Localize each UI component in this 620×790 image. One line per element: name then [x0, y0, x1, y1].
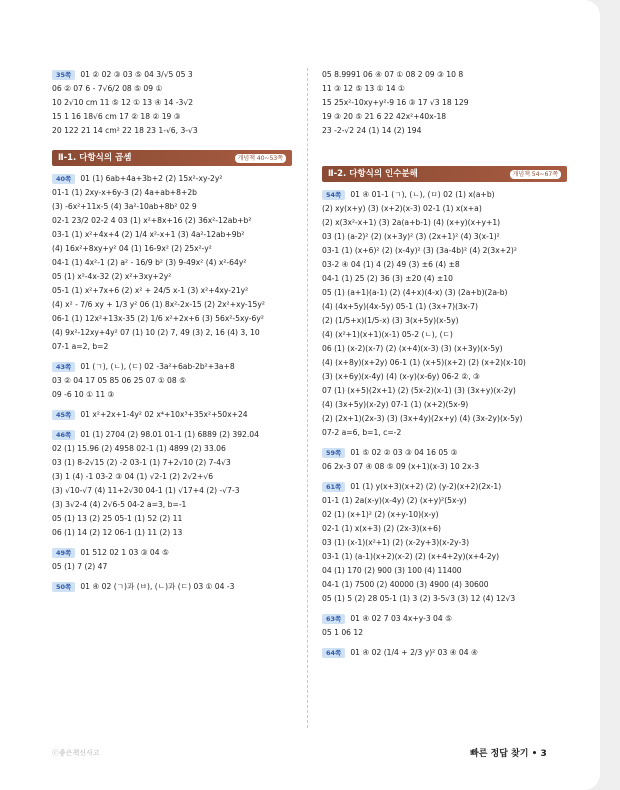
answers-54-line	[322, 244, 567, 258]
answer-text: (4) (3x+5y)(x-2y) 07-1 (1) (x+2)(5x-9)	[322, 400, 469, 409]
answer-text: (4) 16x²+8xy+y² 04 (1) 16-9x² (2) 25x²-y²	[52, 244, 212, 253]
left-column	[52, 68, 292, 594]
page-tag: 45쪽	[52, 410, 75, 420]
answer-text: 11 ③ 12 ⑤ 13 ① 14 ①	[322, 84, 405, 93]
page-tag: 40쪽	[52, 174, 75, 184]
answer-text: 03 ② 04 17 05 85 06 25 07 ① 08 ⑤	[52, 376, 186, 385]
answers-54-line	[322, 216, 567, 230]
answers-continued-line	[322, 110, 567, 124]
answers-40-line	[52, 228, 292, 242]
answers-46-line	[52, 484, 292, 498]
spacer	[322, 138, 567, 160]
answer-text: 01-1 (1) 2xy-x+6y-3 (2) 4a+ab+8+2b	[52, 188, 197, 197]
answer-text: 03 (1) (a-2)² (2) (x+3y)² (3) (2x+1)² (4) 3(x-1)²	[322, 232, 500, 241]
answers-35-line	[52, 82, 292, 96]
answer-text: 04-1 (1) 25 (2) 36 (3) ±20 (4) ±10	[322, 274, 453, 283]
answers-40-line	[52, 340, 292, 354]
page-tag: 59쪽	[322, 448, 345, 458]
answers-40-line	[52, 186, 292, 200]
answers-59-line	[322, 446, 567, 460]
answers-61-line	[322, 592, 567, 606]
answer-text: 02-1 (1) x(x+3) (2) (2x-3)(x+6)	[322, 524, 441, 533]
answer-text: 20 122 21 14 cm² 22 18 23 1-√6, 3-√3	[52, 126, 198, 135]
answer-text: 15 25x²-10xy+y²-9 16 ③ 17 √3 18 129	[322, 98, 469, 107]
answer-text: 03 (1) (x-1)(x²+1) (2) (x-2y+3)(x-2y-3)	[322, 538, 470, 547]
answers-54-line	[322, 258, 567, 272]
section-page-range: 개념책 40~53쪽	[235, 154, 286, 163]
answers-40-line	[52, 284, 292, 298]
page-tag: 35쪽	[52, 70, 75, 80]
answers-54-line	[322, 230, 567, 244]
answer-text: 19 ③ 20 ⑤ 21 6 22 42x²+40x-18	[322, 112, 447, 121]
answer-text: 05 (1) (a+1)(a-1) (2) (4+x)(4-x) (3) (2a+b)(2a-b)	[322, 288, 508, 297]
page-tag: 43쪽	[52, 362, 75, 372]
answers-43-line	[52, 360, 292, 374]
answers-continued-line	[322, 82, 567, 96]
section-page-range: 개념책 54~67쪽	[510, 170, 561, 179]
answers-54-line	[322, 426, 567, 440]
answer-text: 01 512 02 1 03 ③ 04 ⑤	[80, 548, 169, 557]
answers-continued-line	[322, 96, 567, 110]
answers-40-line	[52, 298, 292, 312]
answer-text: 01-1 (1) 2a(x-y)(x-4y) (2) (x+y)²(5x-y)	[322, 496, 467, 505]
answer-text: 05 (1) 7 (2) 47	[52, 562, 108, 571]
answer-text: (2) (2x+1)(2x-3) (3) (3x+4y)(2x+y) (4) (3x-2y)(x-5y)	[322, 414, 523, 423]
answers-61-line	[322, 494, 567, 508]
answer-text: (2) x(3x²-x+1) (3) 2a(a+b-1) (4) (x+y)(x+y+1)	[322, 218, 501, 227]
section-title: Ⅱ-2. 다항식의 인수분해	[328, 169, 418, 179]
answers-59-line	[322, 460, 567, 474]
answers-40-line	[52, 312, 292, 326]
right-column	[322, 68, 567, 660]
answer-text: 05 (1) 13 (2) 25 05-1 (1) 52 (2) 11	[52, 514, 183, 523]
answer-text: (4) (x+8y)(x+2y) 06-1 (1) (x+5)(x+2) (2) (x+2)(x-10)	[322, 358, 526, 367]
quick-answer-page-number: 빠른 정답 찾기 • 3	[470, 749, 547, 759]
page-tag: 46쪽	[52, 430, 75, 440]
answer-text: 04-1 (1) 7500 (2) 40000 (3) 4900 (4) 30600	[322, 580, 489, 589]
answer-text: 07 (1) (x+5)(2x+1) (2) (5x-2)(x-1) (3) (3x+y)(x-2y)	[322, 386, 516, 395]
answer-text: 01 (ㄱ), (ㄴ), (ㄷ) 02 -3a²+6ab-2b²+3a+8	[80, 362, 235, 371]
answer-text: 03 (1) 8-2√15 (2) -2 03-1 (1) 7+2√10 (2) 7-4√3	[52, 458, 231, 467]
answer-text: (4) (4x+5y)(4x-5y) 05-1 (1) (3x+7)(3x-7)	[322, 302, 478, 311]
answers-45-line	[52, 408, 292, 422]
answer-text: 15 1 16 18√6 cm 17 ② 18 ② 19 ③	[52, 112, 181, 121]
answers-64-line	[322, 646, 567, 660]
answers-54-line	[322, 398, 567, 412]
answer-text: 03-1 (1) (a-1)(x+2)(x-2) (2) (x+4+2y)(x+4-2y)	[322, 552, 500, 561]
answer-text: 04 (1) 170 (2) 900 (3) 100 (4) 11400	[322, 566, 462, 575]
answers-61-line	[322, 508, 567, 522]
answer-text: 03-2 ④ 04 (1) 4 (2) 49 (3) ±6 (4) ±8	[322, 260, 460, 269]
answer-text: (3) 1 (4) -1 03-2 ③ 04 (1) √2-1 (2) 2√2+√6	[52, 472, 214, 481]
answers-54-line	[322, 342, 567, 356]
answers-61-line	[322, 536, 567, 550]
answers-61-line	[322, 564, 567, 578]
answers-43-line	[52, 388, 292, 402]
answer-text: (3) -6x²+11x-5 (4) 3a²-10ab+8b² 02 9	[52, 202, 197, 211]
answer-text: 01 ④ 01-1 (ㄱ), (ㄴ), (ㅁ) 02 (1) x(a+b)	[350, 190, 495, 199]
answers-54-line	[322, 412, 567, 426]
answers-35-line	[52, 124, 292, 138]
answer-text: (3) √10-√7 (4) 11+2√30 04-1 (1) √17+4 (2) -√7-3	[52, 486, 240, 495]
answers-61-line	[322, 522, 567, 536]
answers-40-line	[52, 172, 292, 186]
answer-text: (4) 9x²-12xy+4y² 07 (1) 10 (2) 7, 49 (3) 2, 16 (4) 3, 10	[52, 328, 260, 337]
answers-46-line	[52, 442, 292, 456]
answer-text: 01 ⑤ 02 ② 03 ③ 04 16 05 ③	[350, 448, 458, 457]
answers-40-line	[52, 214, 292, 228]
answers-54-line	[322, 328, 567, 342]
page-tag: 64쪽	[322, 648, 345, 658]
page-tag: 49쪽	[52, 548, 75, 558]
answers-continued-line	[322, 124, 567, 138]
answer-text: 10 2√10 cm 11 ⑤ 12 ① 13 ④ 14 -3√2	[52, 98, 194, 107]
answer-text: 23 -2-√2 24 (1) 14 (2) 194	[322, 126, 422, 135]
answer-text: 07-1 a=2, b=2	[52, 342, 109, 351]
answer-text: 05 (1) 5 (2) 28 05-1 (1) 3 (2) 3-5√3 (3) 12 (4) 12√3	[322, 594, 516, 603]
page-tag: 54쪽	[322, 190, 345, 200]
answer-text: 02-1 23/2 02-2 4 03 (1) x²+8x+16 (2) 36x²-12ab+b²	[52, 216, 252, 225]
answers-49-line	[52, 546, 292, 560]
answers-46-line	[52, 428, 292, 442]
answer-text: 02 (1) (x+1)² (2) (x+y-10)(x-y)	[322, 510, 439, 519]
answers-46-line	[52, 456, 292, 470]
answers-40-line	[52, 242, 292, 256]
column-divider	[307, 68, 308, 728]
answers-54-line	[322, 300, 567, 314]
answer-text: 09 -6 10 ① 11 ③	[52, 390, 115, 399]
answer-text: 06 ② 07 6 - 7√6/2 08 ⑤ 09 ①	[52, 84, 163, 93]
answer-text: (3) 3√2-4 (4) 2√6-5 04-2 a=3, b=-1	[52, 500, 187, 509]
answers-35-line	[52, 96, 292, 110]
answers-continued-line	[322, 68, 567, 82]
answer-text: 01 (1) y(x+3)(x+2) (2) (y-2)(x+2)(2x-1)	[350, 482, 502, 491]
page-tag: 61쪽	[322, 482, 345, 492]
answer-text: 05 8.9991 06 ④ 07 ① 08 2 09 ③ 10 8	[322, 70, 464, 79]
answers-40-line	[52, 270, 292, 284]
section-title: Ⅱ-1. 다항식의 곱셈	[58, 153, 132, 163]
answers-54-line	[322, 272, 567, 286]
answer-text: 05 1 06 12	[322, 628, 364, 637]
section-header-polynomial-multiplication	[52, 150, 292, 166]
answers-54-line	[322, 356, 567, 370]
answer-text: 06 2x-3 07 ④ 08 ⑤ 09 (x+1)(x-3) 10 2x-3	[322, 462, 480, 471]
answer-text: (3) (x+6y)(x-4y) (4) (x-y)(x-6y) 06-2 ②, ③	[322, 372, 480, 381]
answer-text: 01 (1) 2704 (2) 98.01 01-1 (1) 6889 (2) 392.04	[80, 430, 259, 439]
answers-46-line	[52, 512, 292, 526]
answers-35-line	[52, 68, 292, 82]
answer-text: 06 (1) 14 (2) 12 06-1 (1) 11 (2) 13	[52, 528, 183, 537]
answer-text: 01 ② 02 ③ 03 ⑤ 04 3/√5 05 3	[80, 70, 193, 79]
answer-text: 01 ④ 02 (ㄱ)과 (ㅂ), (ㄴ)과 (ㄷ) 03 ① 04 -3	[80, 582, 235, 591]
answers-40-line	[52, 256, 292, 270]
answer-text: 01 (1) 6ab+4a+3b+2 (2) 15x²-xy-2y²	[80, 174, 223, 183]
answer-text: 03-1 (1) x²+4x+4 (2) 1/4 x²-x+1 (3) 4a²-12ab+9b²	[52, 230, 245, 239]
answer-text: 01 x²+2x+1-4y² 02 x⁴+10x³+35x²+50x+24	[80, 410, 248, 419]
answers-54-line	[322, 370, 567, 384]
page-tag: 63쪽	[322, 614, 345, 624]
spacer	[52, 138, 292, 144]
answers-63-line	[322, 612, 567, 626]
answer-text: 07-2 a=6, b=1, c=-2	[322, 428, 402, 437]
answers-54-line	[322, 384, 567, 398]
answer-text: (2) (1/5+x)(1/5-x) (3) 3(x+5y)(x-5y)	[322, 316, 459, 325]
answers-43-line	[52, 374, 292, 388]
answers-35-line	[52, 110, 292, 124]
answer-text: 05 (1) x²-4x-32 (2) x²+3xy+2y²	[52, 272, 172, 281]
answers-54-line	[322, 188, 567, 202]
page-tag: 50쪽	[52, 582, 75, 592]
answers-54-line	[322, 286, 567, 300]
answer-text: 05-1 (1) x²+7x+6 (2) x² + 24/5 x-1 (3) x²+4xy-21y²	[52, 286, 249, 295]
answer-text: (4) x² - 7/6 xy + 1/3 y² 06 (1) 8x²-2x-15 (2) 2x²+xy-15y²	[52, 300, 265, 309]
answers-46-line	[52, 470, 292, 484]
answer-text: (2) xy(x+y) (3) (x+2)(x-3) 02-1 (1) x(x+a)	[322, 204, 482, 213]
answers-54-line	[322, 314, 567, 328]
answer-text: 03-1 (1) (x+6)² (2) (x-4y)² (3) (3a-4b)² (4) 2(3x+2)²	[322, 246, 517, 255]
publisher-label: ⓒ좋은책신사고	[52, 749, 100, 757]
answers-61-line	[322, 480, 567, 494]
answers-61-line	[322, 550, 567, 564]
answer-text: 01 ④ 02 7 03 4x+y-3 04 ⑤	[350, 614, 452, 623]
answer-text: 06-1 (1) 12x²+13x-35 (2) 1/6 x²+2x+6 (3) 56x²-5xy-6y²	[52, 314, 264, 323]
answers-46-line	[52, 526, 292, 540]
answers-40-line	[52, 200, 292, 214]
answer-text: 04-1 (1) 4x²-1 (2) a² - 16/9 b² (3) 9-49x² (4) x²-64y²	[52, 258, 247, 267]
answers-54-line	[322, 202, 567, 216]
section-header-factorization	[322, 166, 567, 182]
answers-49-line	[52, 560, 292, 574]
answers-46-line	[52, 498, 292, 512]
answer-text: 06 (1) (x-2)(x-7) (2) (x+4)(x-3) (3) (x+3y)(x-5y)	[322, 344, 503, 353]
answer-text: 02 (1) 15.96 (2) 4958 02-1 (1) 4899 (2) 33.06	[52, 444, 226, 453]
answers-63-line	[322, 626, 567, 640]
answers-50-line	[52, 580, 292, 594]
answers-40-line	[52, 326, 292, 340]
answer-text: 01 ④ 02 (1/4 + 2/3 y)² 03 ④ 04 ④	[350, 648, 478, 657]
answers-61-line	[322, 578, 567, 592]
answer-text: (4) (x²+1)(x+1)(x-1) 05-2 (ㄴ), (ㄷ)	[322, 330, 453, 339]
